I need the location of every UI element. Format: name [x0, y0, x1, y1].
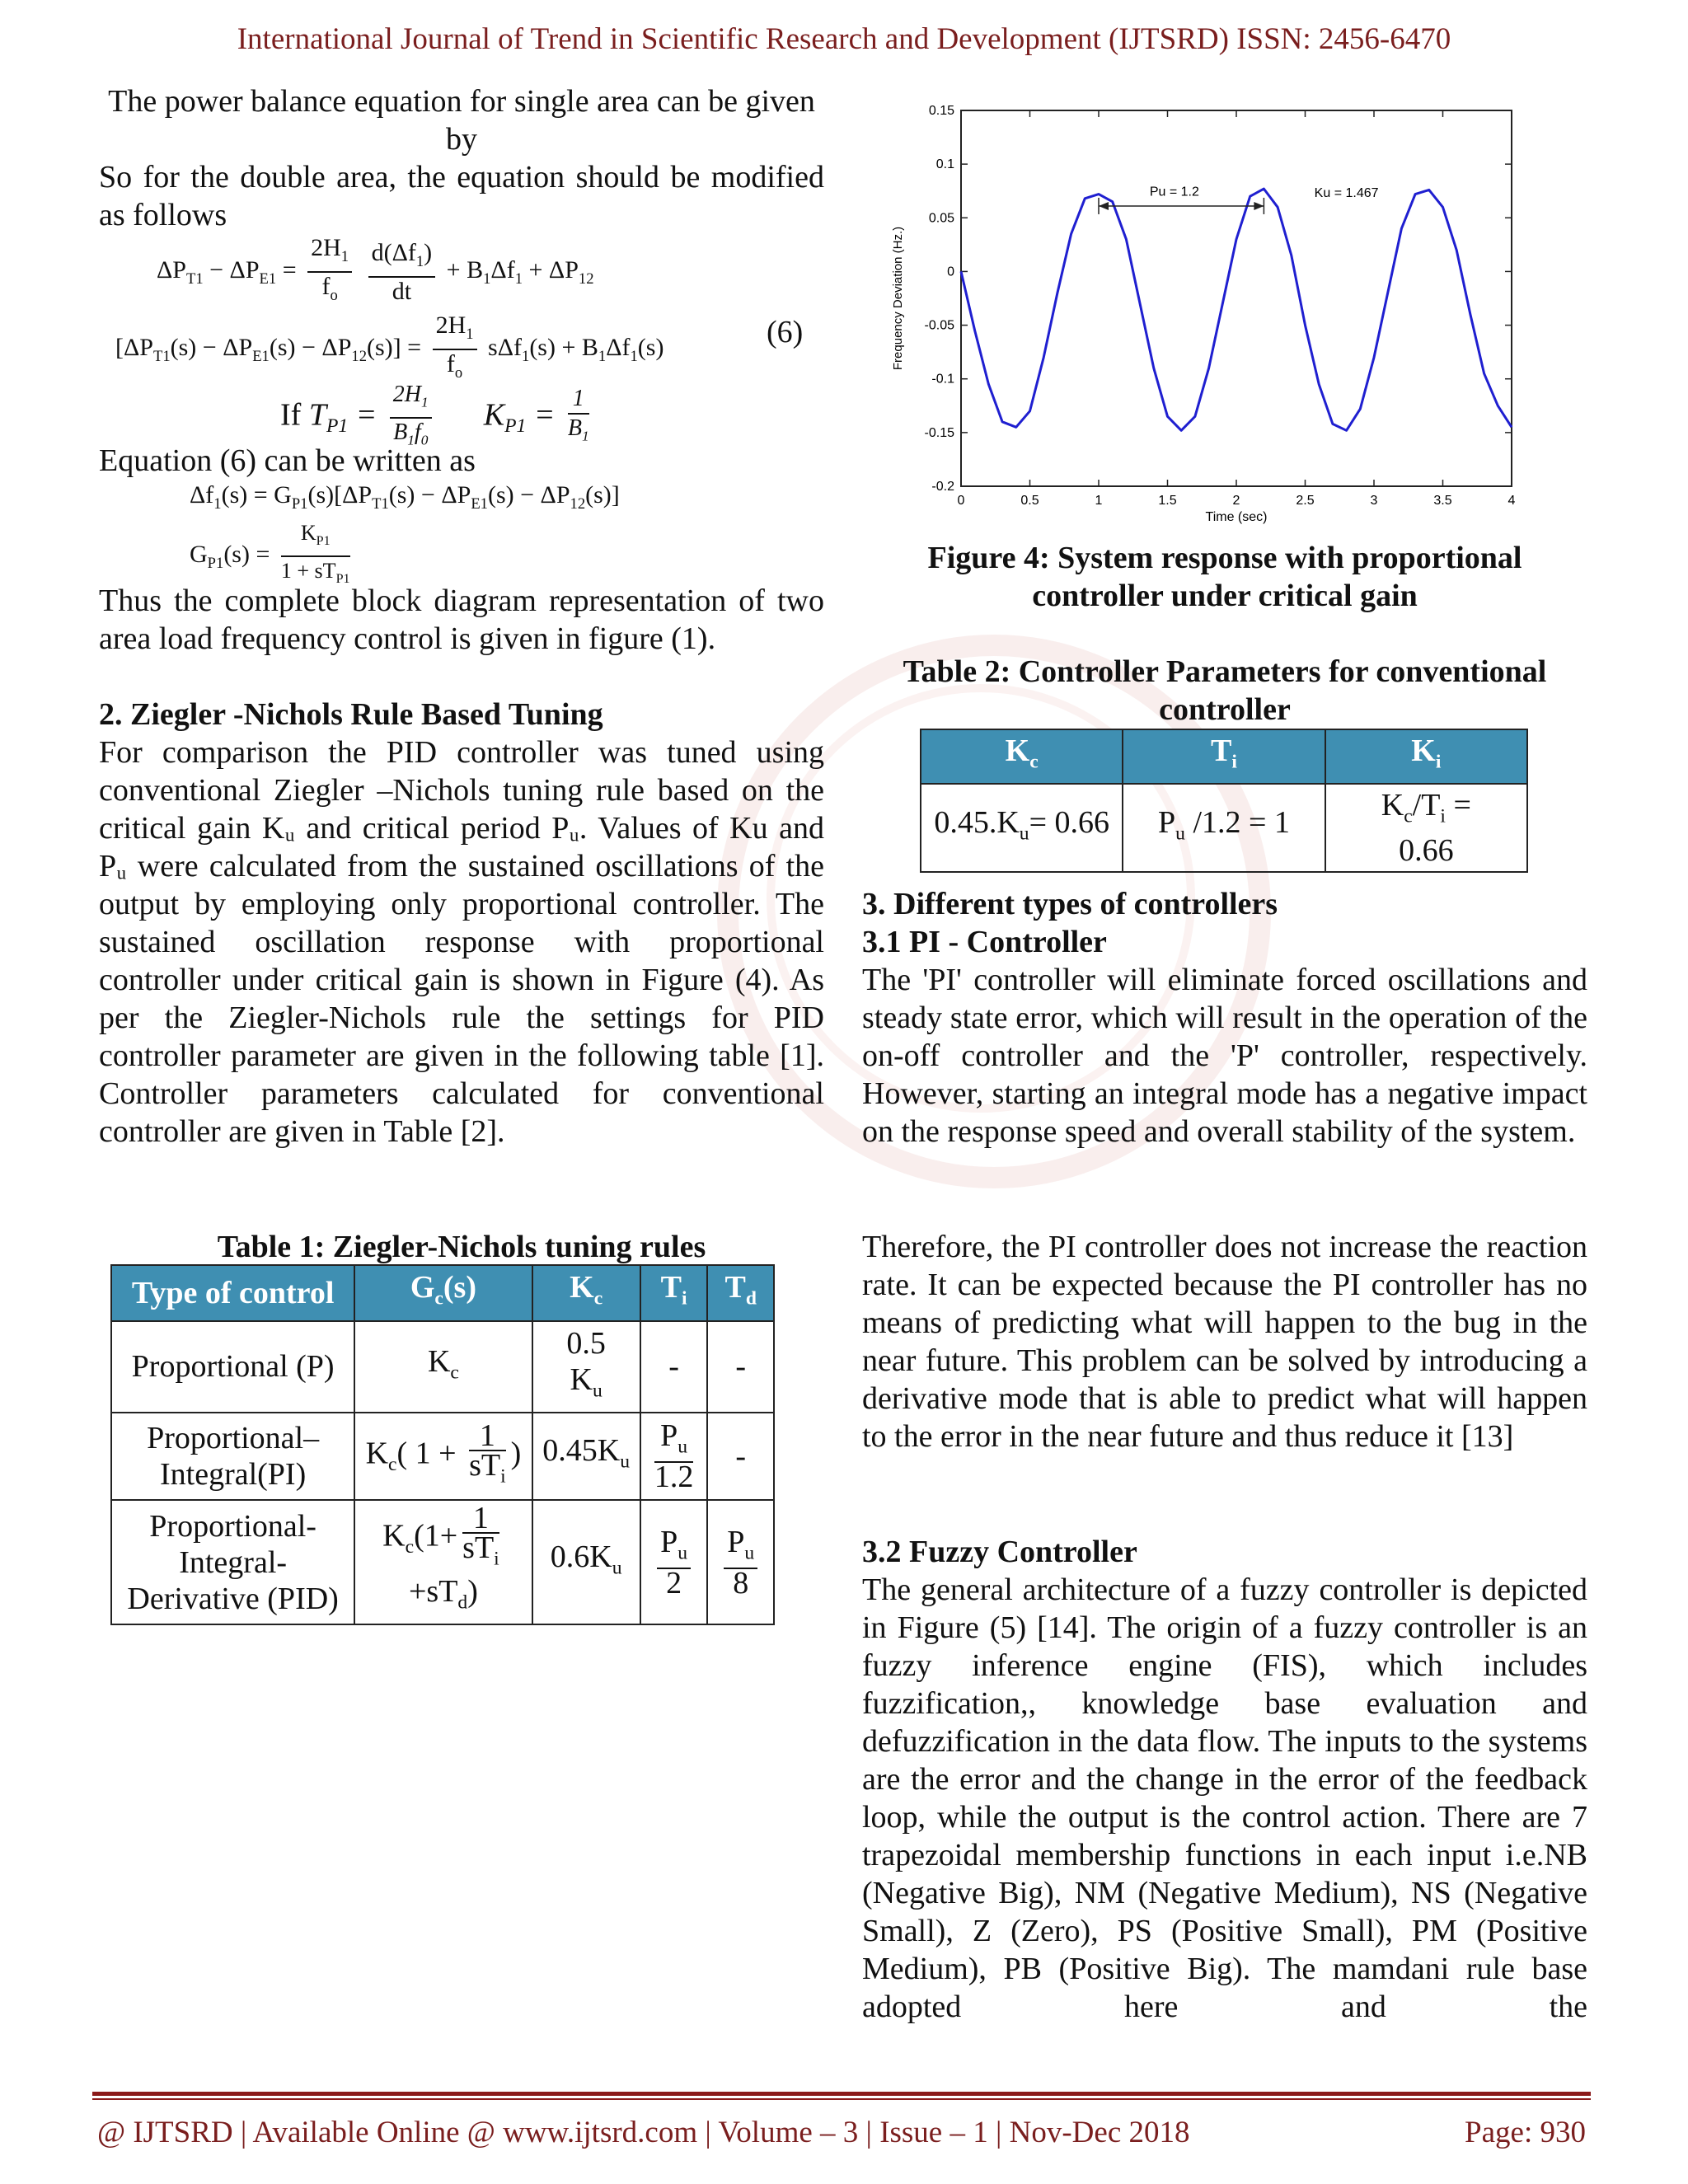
table-1-cell-gc: $K_c(1+$ $\frac{1}{sT_i}$ $+sT_d$) — [354, 1500, 532, 1624]
table-1-cell-type: Proportional– Integral(PI) — [111, 1413, 354, 1500]
x-tick-label: 1 — [1095, 494, 1103, 508]
table-2-cell-kc: $0.45.K_u= 0.66$ — [921, 784, 1123, 873]
plot-frame — [961, 110, 1512, 486]
page-footer — [97, 2115, 1586, 2150]
section-3-2-heading: 3.2 Fuzzy Controller — [862, 1535, 1137, 1569]
section-2-body: For comparison the PID controller was tuned using conventional Ziegler –Nichols tuning rule based on the critical gain Kᵤ and critical period Pᵤ. Values of Ku and Pᵤ were calculated from the sustained oscillations of the output by employing only proportional controller. The sustained oscillation response with proportional controller under critical gain is shown in Figure (4). As per the Ziegler-Nichols rule the settings for PID controller parameter are given in the following table [1]. Controller parameters calculated for conventional controller are given in Table [2]. — [99, 735, 824, 1149]
x-tick-label: 3 — [1370, 494, 1378, 508]
table-2-cell-ti: $P_u$ /1.2 = 1 — [1123, 784, 1325, 873]
footer-rule — [92, 2092, 1591, 2096]
footer-page-number: Page: 930 — [1465, 2116, 1586, 2149]
table-2-cell-ki: $K_c/T_i$ = 0.66 — [1325, 784, 1527, 873]
y-tick-label: -0.1 — [931, 372, 954, 387]
figure-4-caption: Figure 4: System response with proportional controller under critical gain — [927, 541, 1522, 613]
y-tick-label: -0.2 — [931, 480, 954, 494]
equation-delta-f: $\Delta f_1(s) = G_{P1}(s)[\Delta P_{T1}(s) - \Delta P_{E1}(s) - \Delta P_{12}(s)]$ — [190, 481, 620, 513]
equation-transfer-function: $G_{P1}(s)$ = $\frac{K_{P1}}{1 + sT_{P1}}$ — [190, 521, 350, 587]
footer-rule-thin — [92, 2098, 1591, 2100]
table-1-cell-kc: $0.6K_u$ — [532, 1500, 640, 1624]
table-1-cell-type: Proportional (P) — [111, 1321, 354, 1413]
table-2-header-ti: $T_i$ — [1123, 729, 1325, 784]
table-1-cell-td: - — [707, 1413, 774, 1500]
table-1-cell-ti: $\frac{P_u}{1.2}$ — [640, 1413, 708, 1500]
journal-header: International Journal of Trend in Scientific Research and Development (IJTSRD) ISSN: 2456-6470 — [237, 22, 1451, 56]
equation-6-number: (6) — [767, 315, 804, 349]
x-tick-label: 2 — [1232, 494, 1240, 508]
paragraph-equation-rewrite: Equation (6) can be written as — [99, 443, 476, 478]
table-2-caption: Table 2: Controller Parameters for conventional controller — [903, 654, 1547, 727]
x-tick-label: 0.5 — [1020, 494, 1039, 508]
table-1-cell-kc: $0.45K_u$ — [532, 1413, 640, 1500]
table-1-caption: Table 1: Ziegler-Nichols tuning rules — [217, 1230, 706, 1264]
section-2-heading: 2. Ziegler -Nichols Rule Based Tuning — [99, 697, 603, 732]
annotation-ku: Ku = 1.467 — [1314, 185, 1379, 200]
table-2 — [920, 729, 1528, 873]
section-3-2-paragraph: The general architecture of a fuzzy controller is depicted in Figure (5) [14]. The origin of a fuzzy controller is an fuzzy inference engine (FIS), which includes fuzzification,, knowledge base evaluation and defuzzification in the data flow. The inputs to the systems are the error and the change in the error of the feedback loop, while the output is the control action. There are 7 trapezoidal membership functions in each input i.e.NB (Negative Big), NM (Negative Medium), NS (Negative Small), Z (Zero), PS (Positive Small), PM (Positive Medium), PB (Positive Big). The mamdani rule base adopted here and the — [862, 1572, 1587, 2024]
table-1-cell-ti: $\frac{P_u}{2}$ — [640, 1500, 708, 1624]
table-2-header-ki: $K_i$ — [1325, 729, 1527, 784]
table-1-cell-gc: $K_c$ — [354, 1321, 532, 1413]
figure-4-chart — [882, 99, 1541, 536]
section-3-1-paragraph-2: Therefore, the PI controller does not increase the reaction rate. It can be expected because the PI controller has no means of predicting what will happen to the bug in the near future. This problem can be solved by introducing a derivative mode that is able to predict what will happen to the error in the near future and thus reduce it [13] — [862, 1230, 1587, 1454]
footer-journal-info: @ IJTSRD | Available Online @ www.ijtsrd.com | Volume – 3 | Issue – 1 | Nov-Dec 2018 — [97, 2116, 1190, 2149]
paragraph-power-balance: The power balance equation for single area can be given by — [108, 84, 815, 157]
table-1 — [110, 1264, 775, 1625]
table-1-header-gc: $G_c(s)$ — [354, 1265, 532, 1321]
equation-6: $[\Delta P_{T1}(s) - \Delta P_{E1}(s) - \Delta P_{12}(s)]$ = $\frac{2H_1}{f_o}$ $s\Delta f_1(s) + B_1\Delta f_1(s)$ — [115, 312, 664, 382]
section-3-1-heading: 3.1 PI - Controller — [862, 925, 1107, 959]
y-axis-label: Frequency Deviation (Hz.) — [891, 226, 905, 371]
x-tick-label: 3.5 — [1433, 494, 1452, 508]
table-1-cell-td: $\frac{P_u}{8}$ — [707, 1500, 774, 1624]
x-tick-label: 4 — [1507, 494, 1516, 508]
paragraph-double-area: So for the double area, the equation should be modified as follows — [99, 160, 824, 232]
x-tick-label: 0 — [957, 494, 965, 508]
table-1-cell-type: Proportional- Integral- Derivative (PID) — [111, 1500, 354, 1624]
y-tick-label: -0.05 — [924, 318, 954, 333]
table-1-header-td: $T_d$ — [707, 1265, 774, 1321]
x-axis-label: Time (sec) — [1205, 510, 1268, 524]
section-3-heading: 3. Different types of controllers — [862, 887, 1278, 921]
paragraph-block-diagram: Thus the complete block diagram representation of two area load frequency control is given in figure (1). — [99, 583, 824, 656]
table-1-cell-ti: - — [640, 1321, 708, 1413]
table-1-cell-kc: 0.5 $K_u$ — [532, 1321, 640, 1413]
y-tick-label: 0 — [947, 265, 954, 279]
section-3-1-paragraph-1: The 'PI' controller will eliminate forced oscillations and steady state error, which will result in the operation of the on-off controller and the 'P' controller, respectively. However, starting an integral mode has a negative impact on the response speed and overall stability of the system. — [862, 963, 1587, 1149]
annotation-pu: Pu = 1.2 — [1149, 185, 1199, 199]
equation-power-balance: $\Delta P_{T1} - \Delta P_{E1}$ = $\frac{2H_1}{f_o}$ $\frac{d(\Delta f_1)}{dt}$ + $B_1\Delta f_1 + \Delta P_{12}$ — [157, 234, 594, 305]
x-tick-label: 1.5 — [1158, 494, 1177, 508]
y-tick-label: 0.05 — [928, 211, 954, 226]
table-1-header-ti: $T_i$ — [640, 1265, 708, 1321]
table-1-header-kc: $K_c$ — [532, 1265, 640, 1321]
table-2-header-kc: $K_c$ — [921, 729, 1123, 784]
y-tick-label: -0.15 — [924, 425, 954, 440]
y-tick-label: 0.1 — [935, 157, 954, 172]
y-tick-label: 0.15 — [928, 104, 954, 118]
table-1-header-type: Type of control — [111, 1265, 354, 1321]
x-tick-label: 2.5 — [1296, 494, 1315, 508]
table-1-cell-td: - — [707, 1321, 774, 1413]
table-1-cell-gc: $K_c$( 1 + $\frac{1}{sT_i}$ ) — [354, 1413, 532, 1500]
equation-definitions: If $T_{P1}$ = $\frac{2H_1}{B_1f_0}$ $K_{P1}$ = $\frac{1}{B_1}$ — [280, 382, 589, 448]
